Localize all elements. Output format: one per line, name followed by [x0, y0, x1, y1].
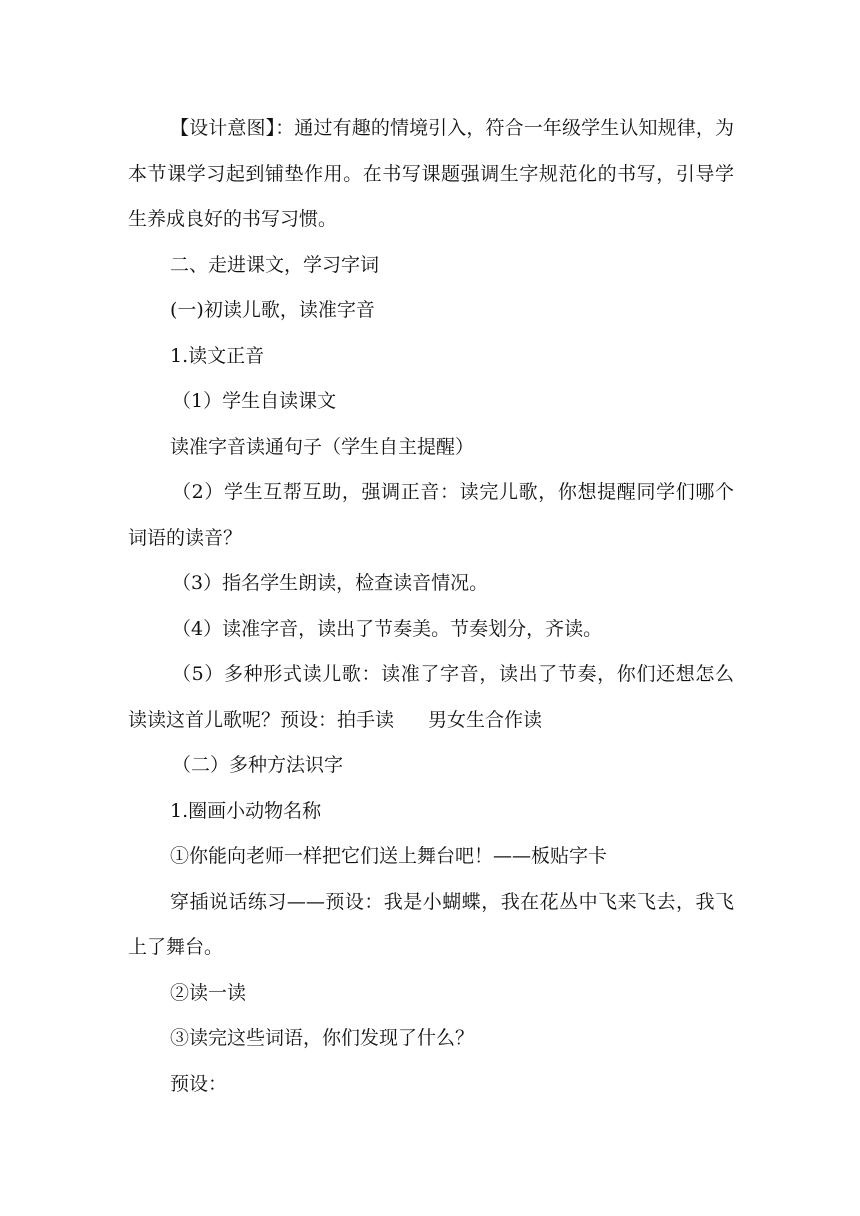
- subsection-heading-2: （二）多种方法识字: [172, 754, 344, 776]
- read-accurately-paragraph: 读准字音读通句子（学生自主提醒）: [170, 435, 475, 458]
- design-intent-paragraph: 【设计意图】：通过有趣的情境引入，符合一年级学生认知规律，为本节课学习起到铺垫作用。在书写课题强调生字规范化的书写，引导学生养成良好的书写习惯。: [128, 117, 734, 230]
- step-4-rhythm: （4）读准字音，读出了节奏美。节奏划分，齐读。: [172, 617, 603, 640]
- item-2-read: ②读一读: [170, 981, 247, 1004]
- step-5-forms: [128, 652, 734, 743]
- step-read-correct: 1.读文正音: [170, 344, 265, 367]
- step-2-peer-help: （2）学生互帮互助，强调正音：读完儿歌，你想提醒同学们哪个词语的读音？: [128, 481, 734, 549]
- item-1-stage: ①你能向老师一样把它们送上舞台吧！——板贴字卡: [170, 845, 608, 867]
- preset-label: 预设：: [170, 1072, 228, 1095]
- document-body: [128, 106, 734, 1107]
- subsection-heading-1: (一)初读儿歌，读准字音: [170, 299, 375, 321]
- item-3-discover: ③读完这些词语，你们发现了什么？: [170, 1027, 475, 1049]
- step-3-name-read: （3）指名学生朗读，检查读音情况。: [172, 572, 489, 594]
- step-5-extra: 男女生合作读: [428, 708, 543, 731]
- step-circle-names: 1.圈画小动物名称: [170, 799, 322, 822]
- speaking-practice-paragraph: 穿插说话练习——预设：我是小蝴蝶，我在花丛中飞来飞去，我飞上了舞台。: [128, 890, 734, 958]
- step-1-self-read: （1）学生自读课文: [172, 390, 337, 412]
- section-heading-2: 二、走进课文，学习字词: [170, 253, 380, 276]
- step-5-text: （5）多种形式读儿歌：读准了字音，读出了节奏，你们还想怎么读读这首儿歌呢？预设：拍手读: [128, 663, 734, 731]
